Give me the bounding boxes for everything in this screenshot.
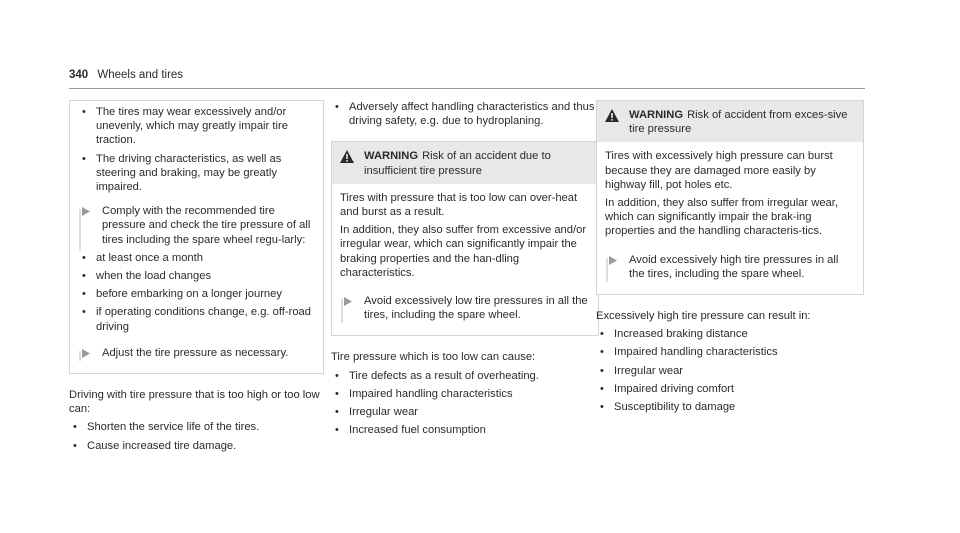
list-item: • at least once a month (78, 251, 315, 265)
list-item: • Irregular wear (596, 364, 864, 378)
warning-body (597, 142, 863, 294)
instruction-arrow-icon (82, 207, 90, 216)
instruction-step (340, 294, 590, 322)
list-item: • Tire defects as a result of overheating. (331, 369, 599, 383)
warning-triangle-icon (605, 108, 629, 136)
warning-body (332, 184, 598, 336)
header-divider (69, 88, 865, 89)
instruction-text: Comply with the recommended tire pressure and check the tire pressure of all tires including the spare wheel regu-larly: (102, 205, 311, 246)
list-item: • The driving characteristics, as well as steering and braking, may be greatly impaired. (78, 152, 315, 195)
list-item: • Increased fuel consumption (331, 423, 599, 437)
instruction-step (605, 253, 855, 281)
warning-title: Risk of accident from exces-sive tire pressure (629, 109, 848, 136)
paragraph: Tire pressure which is too low can cause: (331, 351, 536, 364)
warning-box (331, 141, 599, 336)
instruction-text: Avoid excessively low tire pressures in all the tires, including the spare wheel. (364, 295, 588, 322)
list-item: • Adversely affect handling characteristics and thus driving safety, e.g. due to hydroplaning. (331, 100, 599, 128)
bullet-list (596, 327, 864, 414)
list-item: • if operating conditions change, e.g. off-road driving (78, 305, 315, 333)
warning-label: WARNING (629, 109, 684, 121)
warning-title: Risk of an accident due to insufficient tire pressure (364, 150, 551, 177)
warning-label: WARNING (364, 150, 419, 163)
paragraph: Excessively high tire pressure can result in: (596, 310, 811, 323)
column-3 (596, 100, 864, 418)
instruction-arrow-icon (344, 297, 352, 306)
section-title: Wheels and tires (97, 69, 184, 81)
list-item: • when the load changes (78, 269, 315, 283)
warning-header (597, 101, 863, 142)
instruction-text: Avoid excessively high tire pressures in all the tires, including the spare wheel. (629, 253, 839, 280)
list-item: • Impaired driving comfort (596, 382, 864, 396)
bullet-list (69, 420, 324, 452)
list-item: • Impaired handling characteristics (331, 387, 599, 401)
instruction-arrow-icon (82, 349, 90, 358)
instruction-text: Adjust the tire pressure as necessary. (102, 346, 289, 359)
column-1 (69, 100, 324, 457)
info-box (69, 100, 324, 374)
list-item: • Shorten the service life of the tires. (69, 420, 324, 434)
box-bullet-list (78, 105, 315, 194)
sub-bullet-list (78, 251, 315, 334)
instruction-step (78, 346, 315, 360)
paragraph: Tires with pressure that is too low can over-heat and burst as a result. (340, 191, 578, 219)
column-2 (331, 100, 599, 441)
warning-header (332, 142, 598, 183)
list-item: • Cause increased tire damage. (69, 439, 324, 453)
list-item: • Irregular wear (331, 405, 599, 419)
paragraph: Driving with tire pressure that is too high or too low can: (69, 389, 320, 416)
bullet-list (331, 369, 599, 438)
list-item: • Increased braking distance (596, 327, 864, 341)
warning-box (596, 100, 864, 295)
list-item: • Susceptibility to damage (596, 400, 864, 414)
list-item: • Impaired handling characteristics (596, 345, 864, 359)
list-item: • before embarking on a longer journey (78, 287, 315, 301)
list-item: • The tires may wear excessively and/or unevenly, which may greatly impair tire traction. (78, 105, 315, 148)
page-header (69, 69, 183, 81)
paragraph: In addition, they also suffer from irregular wear, which can significantly impair the brak-ing properties and the handling characteris-tics. (605, 197, 838, 238)
bullet-list (331, 100, 599, 128)
page-number: 340 (69, 69, 89, 81)
paragraph: Tires with excessively high pressure can burst because they are damaged more easily by highway fill, pot holes etc. (605, 150, 833, 191)
warning-triangle-icon (340, 149, 364, 177)
paragraph: In addition, they also suffer from excessive and/or irregular wear, which can significantly impair the braking properties and the han-dling characteristics. (340, 224, 587, 279)
instruction-arrow-icon (609, 256, 617, 265)
instruction-step (78, 204, 315, 247)
